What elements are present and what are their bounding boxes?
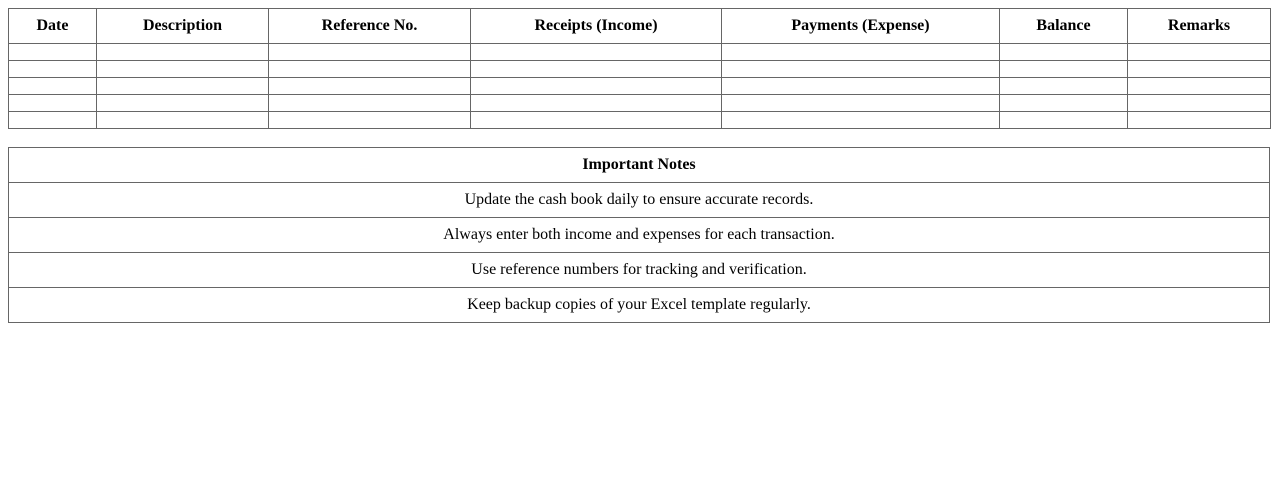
cell-reference-no[interactable] [269, 78, 471, 95]
notes-header-row [9, 148, 1270, 183]
cell-receipts[interactable] [471, 78, 722, 95]
cell-balance[interactable] [1000, 61, 1128, 78]
note-item: Keep backup copies of your Excel template regularly. [9, 288, 1270, 323]
cell-reference-no[interactable] [269, 61, 471, 78]
cell-reference-no[interactable] [269, 44, 471, 61]
cell-date[interactable] [9, 78, 97, 95]
cell-remarks[interactable] [1128, 61, 1271, 78]
table-row [9, 61, 1271, 78]
cell-payments[interactable] [722, 95, 1000, 112]
note-row [9, 183, 1270, 218]
header-date: Date [9, 9, 97, 44]
cell-description[interactable] [97, 78, 269, 95]
table-row [9, 95, 1271, 112]
cell-receipts[interactable] [471, 112, 722, 129]
note-item: Use reference numbers for tracking and verification. [9, 253, 1270, 288]
header-reference-no: Reference No. [269, 9, 471, 44]
notes-title: Important Notes [9, 148, 1270, 183]
table-row [9, 78, 1271, 95]
header-receipts: Receipts (Income) [471, 9, 722, 44]
table-row [9, 44, 1271, 61]
cell-receipts[interactable] [471, 61, 722, 78]
cell-balance[interactable] [1000, 44, 1128, 61]
note-item: Always enter both income and expenses for each transaction. [9, 218, 1270, 253]
important-notes-table [8, 147, 1270, 323]
cell-balance[interactable] [1000, 95, 1128, 112]
cell-description[interactable] [97, 44, 269, 61]
cash-book-table [8, 8, 1271, 129]
cell-remarks[interactable] [1128, 112, 1271, 129]
note-row [9, 218, 1270, 253]
cell-payments[interactable] [722, 44, 1000, 61]
cell-payments[interactable] [722, 61, 1000, 78]
table-header-row [9, 9, 1271, 44]
cell-payments[interactable] [722, 78, 1000, 95]
cell-remarks[interactable] [1128, 44, 1271, 61]
header-remarks: Remarks [1128, 9, 1271, 44]
header-balance: Balance [1000, 9, 1128, 44]
cell-date[interactable] [9, 44, 97, 61]
cell-reference-no[interactable] [269, 95, 471, 112]
table-row [9, 112, 1271, 129]
cell-date[interactable] [9, 61, 97, 78]
cell-payments[interactable] [722, 112, 1000, 129]
cell-receipts[interactable] [471, 95, 722, 112]
cell-description[interactable] [97, 95, 269, 112]
cell-balance[interactable] [1000, 112, 1128, 129]
cell-remarks[interactable] [1128, 95, 1271, 112]
header-description: Description [97, 9, 269, 44]
cell-receipts[interactable] [471, 44, 722, 61]
note-row [9, 253, 1270, 288]
cell-description[interactable] [97, 112, 269, 129]
cell-reference-no[interactable] [269, 112, 471, 129]
header-payments: Payments (Expense) [722, 9, 1000, 44]
note-row [9, 288, 1270, 323]
cell-remarks[interactable] [1128, 78, 1271, 95]
cell-date[interactable] [9, 95, 97, 112]
note-item: Update the cash book daily to ensure accurate records. [9, 183, 1270, 218]
page [8, 8, 1270, 323]
cell-description[interactable] [97, 61, 269, 78]
cell-date[interactable] [9, 112, 97, 129]
cell-balance[interactable] [1000, 78, 1128, 95]
